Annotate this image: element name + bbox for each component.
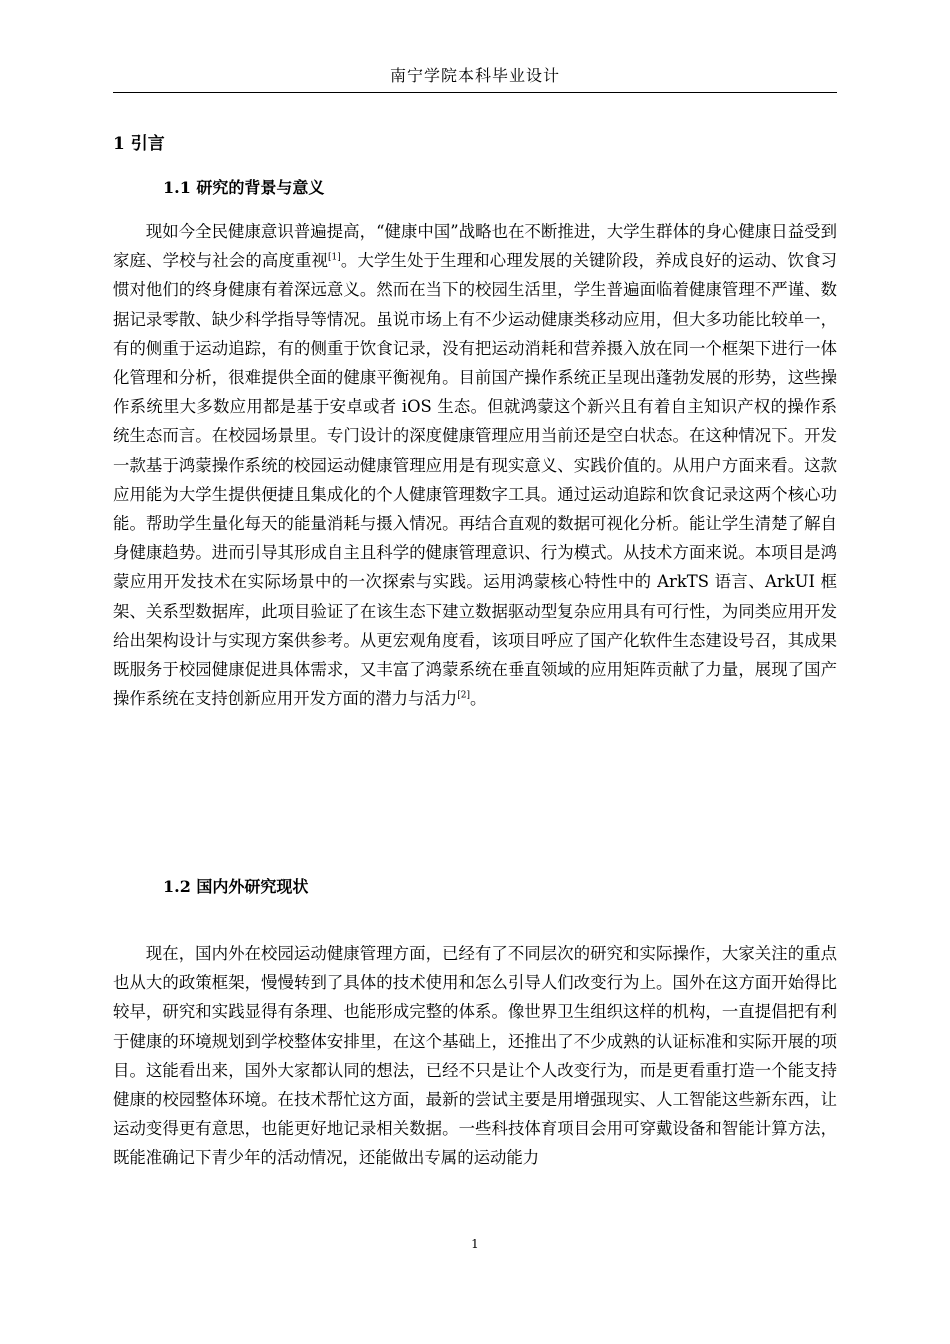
- paragraph-background: [113, 217, 837, 713]
- paragraph-research-status: 现在，国内外在校园运动健康管理方面，已经有了不同层次的研究和实际操作，大家关注的重点也从大的政策框架，慢慢转到了具体的技术使用和怎么引导人们改变行为上。国外在这方面开始得比较早，研究和实践显得有条理、也能形成完整的体系。像世界卫生组织这样的机构，一直提倡把有利于健康的环境规划到学校整体安排里，在这个基础上，还推出了不少成熟的认证标准和实际开展的项目。这能看出来，国外大家都认同的想法，已经不只是让个人改变行为，而是更看重打造一个能支持健康的校园整体环境。在技术帮忙这方面，最新的尝试主要是用增强现实、人工智能这些新东西，让运动变得更有意思，也能更好地记录相关数据。一些科技体育项目会用可穿戴设备和智能计算方法，既能准确记下青少年的活动情况，还能做出专属的运动能力: [113, 944, 837, 1168]
- paragraph-background-part-a: 现如今全民健康意识普遍提高，“健康中国”战略也在不断推进，大学生群体的身心健康日益受到家庭、学校与社会的高度重视: [113, 222, 837, 271]
- citation-2[interactable]: [2]: [457, 690, 470, 701]
- page-number: 1: [471, 1237, 479, 1251]
- section-heading-1-2: 1.2 国内外研究现状: [163, 877, 309, 896]
- page-header: 南宁学院本科毕业设计: [389, 66, 560, 85]
- citation-1[interactable]: [1]: [328, 252, 341, 263]
- paragraph-background-part-b: 。大学生处于生理和心理发展的关键阶段，养成良好的运动、饮食习惯对他们的终身健康有着深远意义。然而在当下的校园生活里，学生普遍面临着健康管理不严谨、数据记录零散、缺少科学指导等情况。虽说市场上有不少运动健康类移动应用，但大多功能比较单一，有的侧重于运动追踪，有的侧重于饮食记录，没有把运动消耗和营养摄入放在同一个框架下进行一体化管理和分析，很难提供全面的健康平衡视角。目前国产操作系统正呈现出蓬勃发展的形势，这些操作系统里大多数应用都是基于安卓或者 iOS 生态。但就鸿蒙这个新兴且有着自主知识产权的操作系统生态而言。在校园场景里。专门设计的深度健康管理应用当前还是空白状态。在这种情况下。开发一款基于鸿蒙操作系统的校园运动健康管理应用是有现实意义、实践价值的。从用户方面来看。这款应用能为大学生提供便捷且集成化的个人健康管理数字工具。通过运动追踪和饮食记录这两个核心功能。帮助学生量化每天的能量消耗与摄入情况。再结合直观的数据可视化分析。能让学生清楚了解自身健康趋势。进而引导其形成自主且科学的健康管理意识、行为模式。从技术方面来说。本项目是鸿蒙应用开发技术在实际场景中的一次探索与实践。运用鸿蒙核心特性中的 ArkTS 语言、ArkUI 框架、关系型数据库，此项目验证了在该生态下建立数据驱动型复杂应用具有可行性，为同类应用开发给出架构设计与实现方案供参考。从更宏观角度看，该项目呼应了国产化软件生态建设号召，其成果既服务于校园健康促进具体需求，又丰富了鸿蒙系统在垂直领域的应用矩阵贡献了力量，展现了国产操作系统在支持创新应用开发方面的潜力与活力: [113, 251, 838, 709]
- header-rule: [113, 92, 837, 93]
- section-heading-1-1: 1.1 研究的背景与意义: [163, 178, 325, 197]
- section-heading-1: 1 引言: [113, 134, 165, 154]
- paragraph-background-part-c: 。: [469, 689, 487, 709]
